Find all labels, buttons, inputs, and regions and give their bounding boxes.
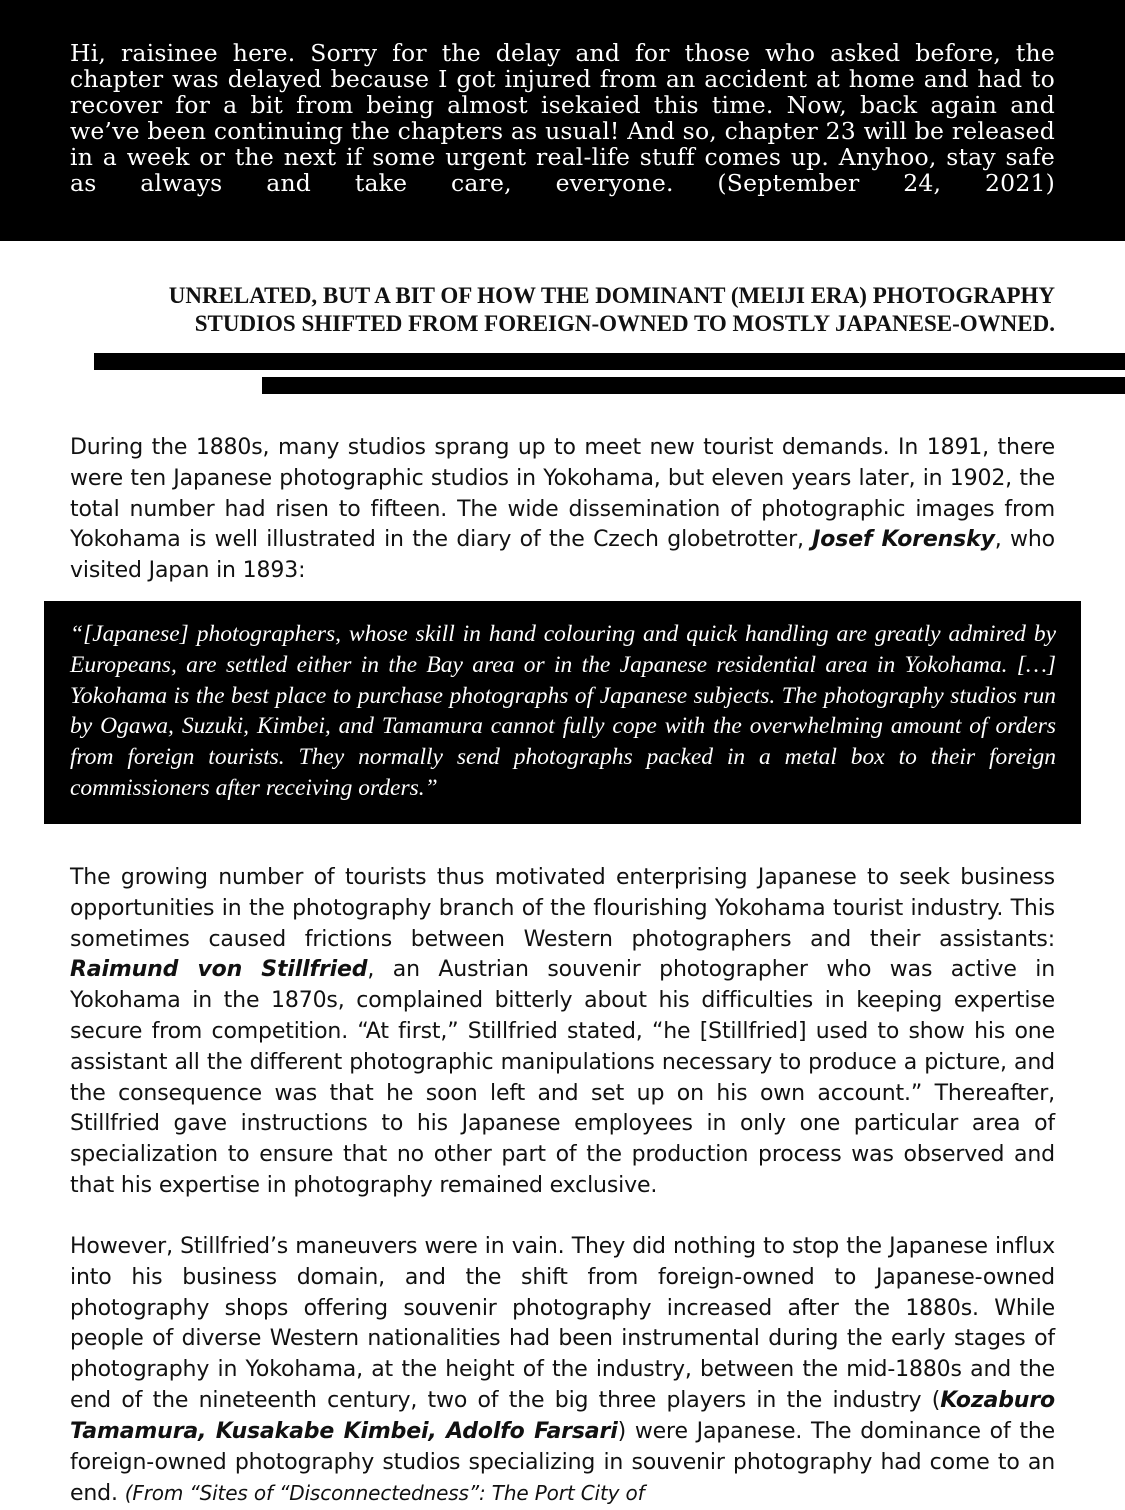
paragraph-2-text-before: The growing number of tourists thus motivated enterprising Japanese to seek business opportunities in the photography branch of the flourishing Yokohama tourist industry. This sometimes caused frictions between Western photographers and their assistants: xyxy=(70,865,1055,952)
paragraph-3-citation: (From “Sites of “Disconnectedness”: The Port City of xyxy=(124,1481,645,1506)
paragraph-3-text-after: ) were Japanese. The dominance of the foreign-owned photography studios specializing in souvenir photography had come to an end. xyxy=(70,1418,1055,1507)
paragraph-2 xyxy=(70,863,1055,1202)
quote-box xyxy=(44,601,1081,824)
paragraph-1-name: Josef Korensky xyxy=(812,527,995,553)
paragraph-3-names: Kozaburo Tamamura, Kusakabe Kimbei, Adolfo Farsari xyxy=(70,1387,1055,1444)
section-heading-line-2: STUDIOS SHIFTED FROM FOREIGN-OWNED TO MOSTLY JAPANESE-OWNED. xyxy=(194,311,1055,336)
translator-notice-banner xyxy=(0,0,1125,241)
decorative-bar-top xyxy=(94,353,1125,370)
section-heading-line-1: UNRELATED, BUT A BIT OF HOW THE DOMINANT (MEIJI ERA) PHOTOGRAPHY xyxy=(168,283,1055,308)
paragraph-2-text-after: , an Austrian souvenir photographer who was active in Yokohama in the 1870s, complained bitterly about his difficulties in keeping expertise secure from competition. “At first,” Stillfried stated, “he [Stillfried] used to show his one assistant all the different photographic manipulations necessary to produce a picture, and the consequence was that he soon left and set up on his own account.” Thereafter, Stillfried gave instructions to his Japanese employees in only one particular area of specialization to ensure that no other part of the production process was observed and that his expertise in photography remained exclusive. xyxy=(70,957,1055,1198)
paragraph-2-name: Raimund von Stillfried xyxy=(70,957,368,983)
translator-notice-text: Hi, raisinee here. Sorry for the delay and for those who asked before, the chapter was delayed because I got injured from an accident at home and had to recover for a bit from being almost isekaied this time. Now, back again and we’ve been continuing the chapters as usual! And so, chapter 23 will be released in a week or the next if some urgent real-life stuff comes up. Anyhoo, stay safe as always and take care, everyone. (September 24, 2021) xyxy=(70,39,1055,197)
paragraph-3 xyxy=(70,1232,1055,1510)
paragraph-3-text-before: However, Stillfried’s maneuvers were in vain. They did nothing to stop the Japanese influx into his business domain, and the shift from foreign-owned to Japanese-owned photography shops offering souvenir photography increased after the 1880s. While people of diverse Western nationalities had been instrumental during the early stages of photography in Yokohama, at the height of the industry, between the mid-1880s and the end of the nineteenth century, two of the big three players in the industry ( xyxy=(70,1234,1055,1413)
decorative-bar-bottom xyxy=(262,377,1125,394)
paragraph-1-text-before: During the 1880s, many studios sprang up to meet new tourist demands. In 1891, there were ten Japanese photographic studios in Yokohama, but eleven years later, in 1902, the total number had risen to fifteen. The wide dissemination of photographic images from Yokohama is well illustrated in the diary of the Czech globetrotter, xyxy=(70,435,1055,553)
quote-text: “[Japanese] photographers, whose skill in hand colouring and quick handling are greatly admired by Europeans, are settled either in the Bay area or in the Japanese residential area in Yokohama. […] Yokohama is the best place to purchase photographs of Japanese subjects. The photography studios run by Ogawa, Suzuki, Kimbei, and Tamamura cannot fully cope with the overwhelming amount of orders from foreign tourists. They normally send photographs packed in a metal box to their foreign commissioners after receiving orders.” xyxy=(70,621,1056,801)
paragraph-1 xyxy=(70,433,1055,587)
section-heading xyxy=(55,282,1055,338)
paragraph-1-text-after: , who visited Japan in 1893: xyxy=(70,527,1055,584)
